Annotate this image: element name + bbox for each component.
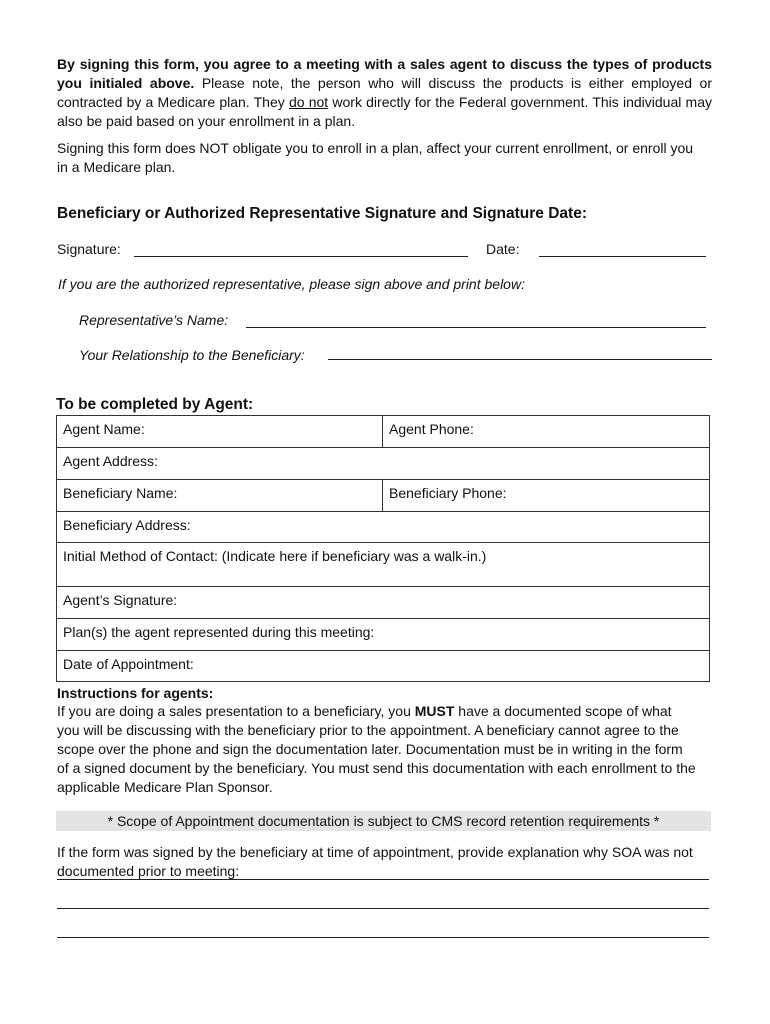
consent-paragraph — [57, 55, 712, 131]
representative-name-label: Representative’s Name: — [79, 312, 229, 328]
table-row — [57, 651, 710, 682]
table-row — [57, 416, 710, 448]
agent-section-heading: To be completed by Agent: — [56, 396, 254, 413]
consent-emphasis-do-not: do not — [288, 94, 329, 110]
table-row — [57, 448, 710, 480]
initial-contact-cell[interactable]: Initial Method of Contact: (Indicate here if beneficiary was a walk-in.) — [57, 543, 710, 587]
beneficiary-name-cell[interactable]: Beneficiary Name: — [57, 480, 383, 512]
retention-note: * Scope of Appointment documentation is subject to CMS record retention requirements * — [56, 811, 711, 831]
representative-note: If you are the authorized representative, please sign above and print below: — [58, 276, 525, 292]
signature-label: Signature: — [57, 241, 121, 257]
instructions-must: MUST — [414, 703, 455, 719]
table-row — [57, 512, 710, 543]
explanation-line[interactable] — [57, 908, 709, 909]
date-label: Date: — [486, 241, 520, 257]
beneficiary-phone-cell[interactable]: Beneficiary Phone: — [383, 480, 710, 512]
table-row — [57, 480, 710, 512]
signature-field[interactable] — [134, 256, 468, 257]
consent-bold-text: By signing this form, you agree to a meeting with a sales agent to discuss the types of products you initialed above. — [57, 56, 712, 91]
instructions-text-after: have a documented scope of what you will be discussing with the beneficiary prior to the appointment. A beneficiary cannot agree to the scope over the phone and sign the documentation later. Documentation must be in writing in the form of a signed document by the beneficiary. You must send this documentation with each enrollment to the applicable Medicare Plan Sponsor. — [57, 703, 696, 795]
agent-address-cell[interactable]: Agent Address: — [57, 448, 710, 480]
consent-text-after: work directly for the Federal government. This individual may also be paid based on your enrollment in a plan. — [57, 94, 712, 129]
plans-represented-cell[interactable]: Plan(s) the agent represented during this meeting: — [57, 619, 710, 651]
no-obligation-paragraph: Signing this form does NOT obligate you to enroll in a plan, affect your current enrollment, or enroll you in a Medicare plan. — [57, 140, 694, 175]
agent-signature-cell[interactable]: Agent’s Signature: — [57, 587, 710, 619]
instructions-heading: Instructions for agents: — [57, 685, 214, 701]
beneficiary-address-cell[interactable]: Beneficiary Address: — [57, 512, 710, 543]
explanation-line[interactable] — [57, 879, 709, 880]
instructions-paragraph — [57, 702, 697, 797]
agent-name-cell[interactable]: Agent Name: — [57, 416, 383, 448]
explanation-prompt: If the form was signed by the beneficiary at time of appointment, provide explanation why SOA was not documented prior to meeting: — [57, 844, 693, 879]
signature-section-heading: Beneficiary or Authorized Representative Signature and Signature Date: — [57, 205, 587, 222]
table-row — [57, 587, 710, 619]
agent-phone-cell[interactable]: Agent Phone: — [383, 416, 710, 448]
relationship-field[interactable] — [328, 359, 712, 360]
representative-name-field[interactable] — [246, 327, 706, 328]
table-row — [57, 543, 710, 587]
signature-date-field[interactable] — [539, 256, 706, 257]
appointment-date-cell[interactable]: Date of Appointment: — [57, 651, 710, 682]
table-row — [57, 619, 710, 651]
agent-info-table — [56, 415, 710, 682]
consent-text-before: Please note, the person who will discuss the products is either employed or contracted by a Medicare plan. They — [57, 75, 712, 110]
relationship-label: Your Relationship to the Beneficiary: — [79, 347, 305, 363]
explanation-line[interactable] — [57, 937, 709, 938]
instructions-text-before: If you are doing a sales presentation to a beneficiary, you — [57, 703, 415, 719]
